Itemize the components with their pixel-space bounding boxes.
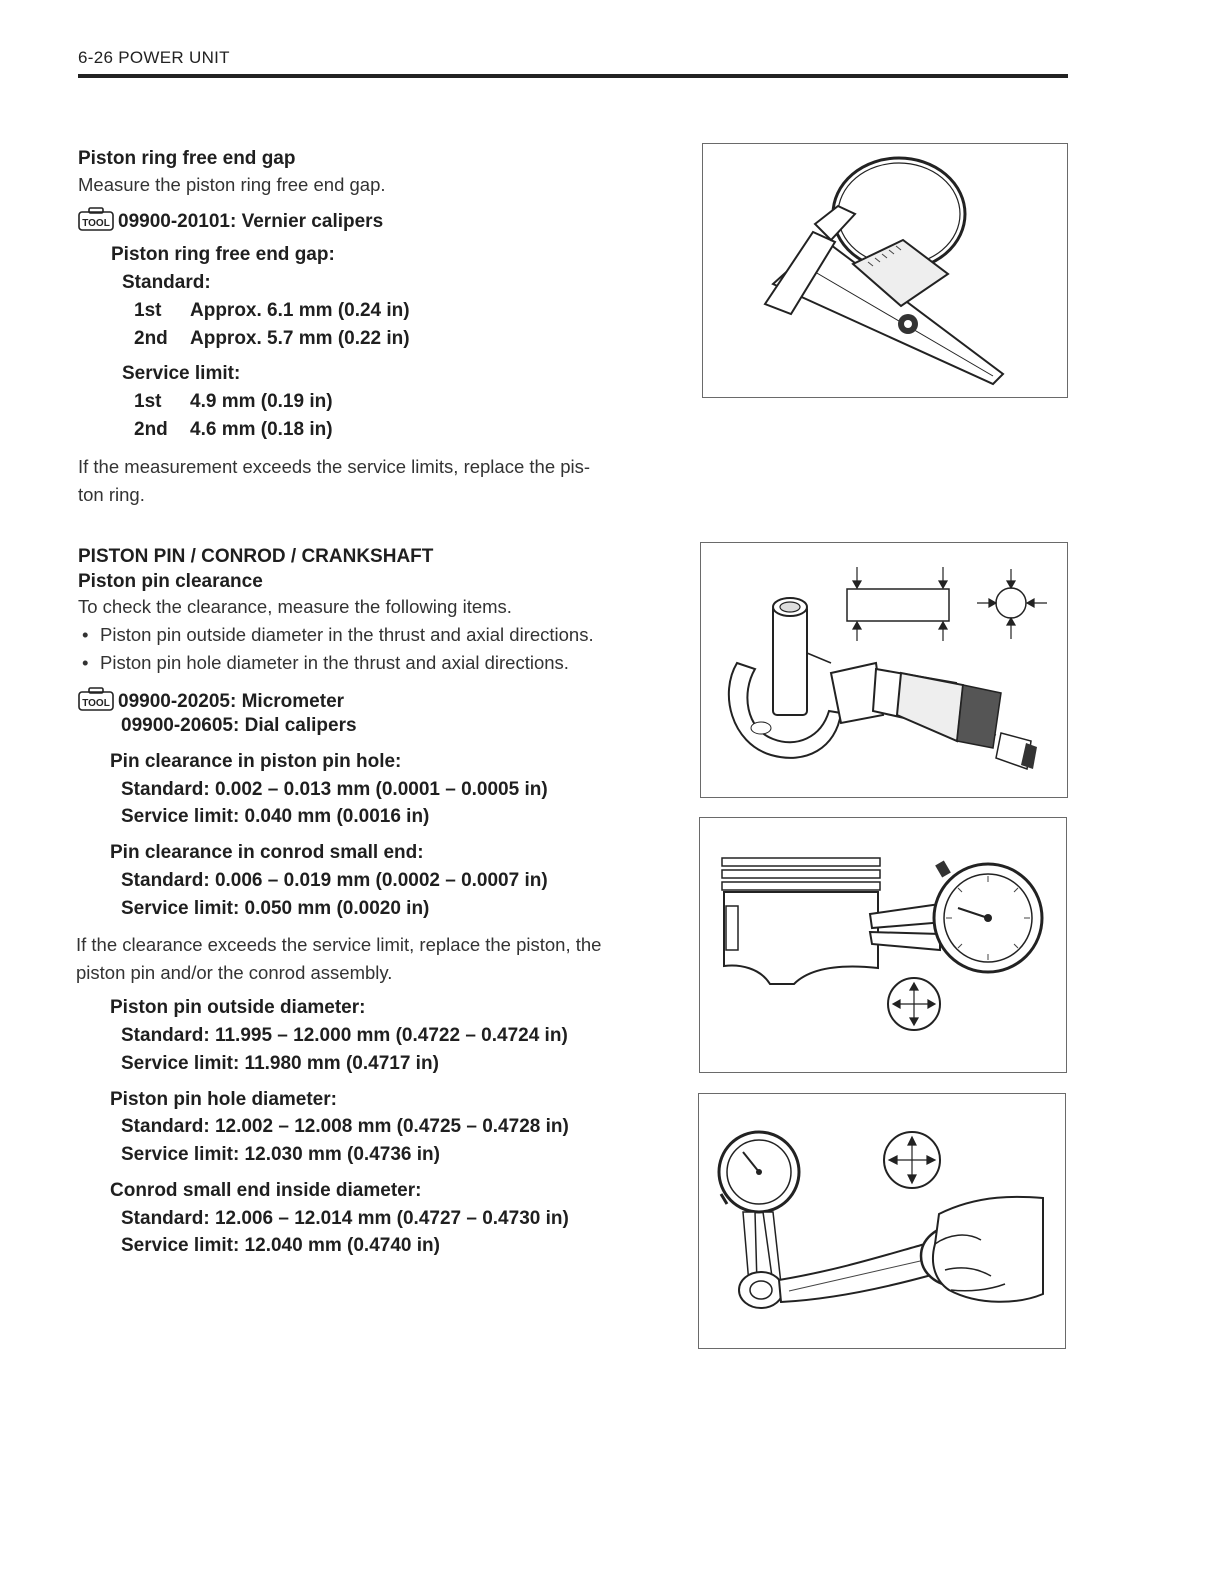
section2-tool-line (78, 687, 344, 713)
row-value: Approx. 5.7 mm (0.22 in) (190, 328, 410, 349)
header-rule (78, 74, 1068, 78)
section1-spec-title: Piston ring free end gap: (111, 244, 335, 265)
csd-service: Service limit: 12.040 mm (0.4740 in) (121, 1235, 440, 1256)
svg-text:TOOL: TOOL (82, 698, 110, 709)
figure-micrometer (700, 542, 1068, 798)
phd-standard: Standard: 12.002 – 12.008 mm (0.4725 – 0.4728 in) (121, 1116, 569, 1137)
section1-standard-row (134, 300, 410, 322)
section1-intro: Measure the piston ring free end gap. (78, 174, 386, 195)
row-value: 4.9 mm (0.19 in) (190, 391, 333, 412)
dial-caliper-piston-figure (700, 818, 1066, 1072)
csd-standard: Standard: 12.006 – 12.014 mm (0.4727 – 0.4730 in) (121, 1208, 569, 1229)
section2-note-line2: piston pin and/or the conrod assembly. (76, 962, 393, 983)
vernier-caliper-piston-ring-figure (703, 144, 1067, 397)
row-label: 1st (134, 300, 162, 321)
hole-title: Pin clearance in piston pin hole: (110, 751, 402, 772)
phd-title: Piston pin hole diameter: (110, 1089, 337, 1110)
figure-vernier-calipers (702, 143, 1068, 398)
od-service: Service limit: 11.980 mm (0.4717 in) (121, 1053, 439, 1074)
section1-service-row (134, 419, 333, 441)
bullet-item: • Piston pin hole diameter in the thrust and axial directions. (82, 652, 569, 673)
row-value: Approx. 6.1 mm (0.24 in) (190, 300, 410, 321)
hole-service: Service limit: 0.040 mm (0.0016 in) (121, 806, 430, 827)
od-standard: Standard: 11.995 – 12.000 mm (0.4722 – 0.4724 in) (121, 1025, 568, 1046)
section2-heading: Piston pin clearance (78, 571, 263, 592)
phd-service: Service limit: 12.030 mm (0.4736 in) (121, 1144, 440, 1165)
row-label: 2nd (134, 419, 168, 440)
od-title: Piston pin outside diameter: (110, 997, 366, 1018)
section1-standard-row (134, 328, 410, 350)
figure-dial-caliper-conrod (698, 1093, 1066, 1349)
tool-box-icon (78, 687, 114, 711)
section2-note-line1: If the clearance exceeds the service limit, replace the piston, the (76, 934, 602, 955)
section1-tool-line (78, 207, 383, 233)
row-label: 1st (134, 391, 162, 412)
section2-title: PISTON PIN / CONROD / CRANKSHAFT (78, 546, 434, 567)
section1-note-line2: ton ring. (78, 484, 145, 505)
section1-standard-label: Standard: (122, 272, 211, 293)
bullet-item: • Piston pin outside diameter in the thrust and axial directions. (82, 624, 594, 645)
row-value: 4.6 mm (0.18 in) (190, 419, 333, 440)
dial-caliper-conrod-figure (699, 1094, 1065, 1348)
page-header: 6-26 POWER UNIT (78, 48, 230, 67)
section1-service-label: Service limit: (122, 363, 241, 384)
section1-note-line1: If the measurement exceeds the service limits, replace the pis- (78, 456, 591, 477)
section2-intro: To check the clearance, measure the following items. (78, 596, 512, 617)
section2-tool1: 09900-20205: Micrometer (118, 691, 345, 712)
svg-text:TOOL: TOOL (82, 218, 110, 229)
micrometer-piston-pin-figure (701, 543, 1067, 797)
section1-heading: Piston ring free end gap (78, 148, 296, 169)
csd-title: Conrod small end inside diameter: (110, 1180, 422, 1201)
section1-service-row (134, 391, 333, 413)
figure-dial-caliper-piston (699, 817, 1067, 1073)
conrod-title: Pin clearance in conrod small end: (110, 842, 424, 863)
section2-tool2: 09900-20605: Dial calipers (121, 715, 357, 736)
conrod-service: Service limit: 0.050 mm (0.0020 in) (121, 898, 430, 919)
section1-tool: 09900-20101: Vernier calipers (118, 211, 384, 232)
conrod-standard: Standard: 0.006 – 0.019 mm (0.0002 – 0.0007 in) (121, 870, 548, 891)
hole-standard: Standard: 0.002 – 0.013 mm (0.0001 – 0.0005 in) (121, 779, 548, 800)
row-label: 2nd (134, 328, 168, 349)
tool-box-icon (78, 207, 114, 231)
